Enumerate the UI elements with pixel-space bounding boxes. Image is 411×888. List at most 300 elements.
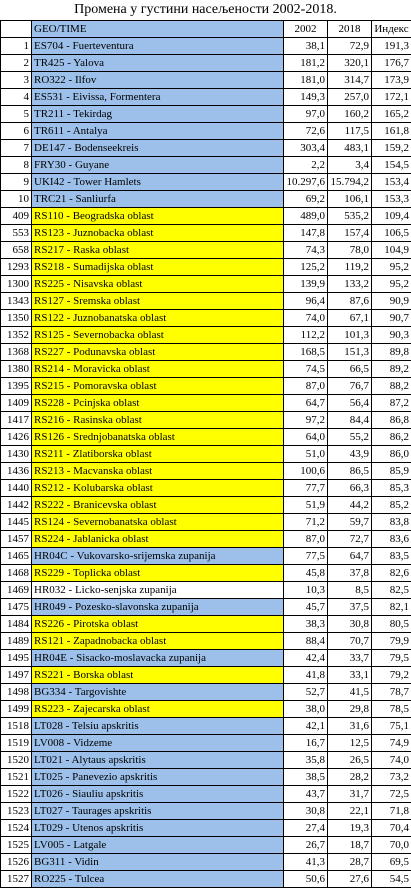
geo-cell: RS227 - Podunavska oblast bbox=[32, 344, 284, 361]
table-row bbox=[1, 276, 411, 293]
index-cell: 154,5 bbox=[372, 157, 411, 174]
rank-cell: 1417 bbox=[1, 412, 32, 429]
value-2018-cell: 31,6 bbox=[328, 718, 372, 735]
geo-cell: HR04C - Vukovarsko-srijemska zupanija bbox=[32, 548, 284, 565]
geo-cell: RS218 - Sumadijska oblast bbox=[32, 259, 284, 276]
index-cell: 83,5 bbox=[372, 548, 411, 565]
value-2018-cell: 33,1 bbox=[328, 667, 372, 684]
value-2002-cell: 87,0 bbox=[284, 378, 328, 395]
index-cell: 153,4 bbox=[372, 174, 411, 191]
geo-cell: HR04E - Sisacko-moslavacka zupanija bbox=[32, 650, 284, 667]
rank-cell: 553 bbox=[1, 225, 32, 242]
index-cell: 90,3 bbox=[372, 327, 411, 344]
rank-cell: 6 bbox=[1, 123, 32, 140]
value-2018-cell: 133,2 bbox=[328, 276, 372, 293]
table-row bbox=[1, 871, 411, 888]
index-cell: 87,2 bbox=[372, 395, 411, 412]
value-2018-cell: 106,1 bbox=[328, 191, 372, 208]
index-cell: 79,5 bbox=[372, 650, 411, 667]
table-row bbox=[1, 633, 411, 650]
rank-cell: 1352 bbox=[1, 327, 32, 344]
value-2018-cell: 37,5 bbox=[328, 599, 372, 616]
value-2018-cell: 483,1 bbox=[328, 140, 372, 157]
table-row bbox=[1, 735, 411, 752]
value-2002-cell: 77,5 bbox=[284, 548, 328, 565]
index-cell: 88,2 bbox=[372, 378, 411, 395]
rank-cell: 409 bbox=[1, 208, 32, 225]
value-2018-cell: 66,5 bbox=[328, 361, 372, 378]
table-row bbox=[1, 531, 411, 548]
geo-cell: HR049 - Pozesko-slavonska zupanija bbox=[32, 599, 284, 616]
table-row bbox=[1, 752, 411, 769]
rank-cell: 1409 bbox=[1, 395, 32, 412]
value-2002-cell: 41,3 bbox=[284, 854, 328, 871]
year-2002-header: 2002 bbox=[284, 21, 328, 38]
value-2002-cell: 149,3 bbox=[284, 89, 328, 106]
rank-cell: 1497 bbox=[1, 667, 32, 684]
geo-cell: TR611 - Antalya bbox=[32, 123, 284, 140]
value-2002-cell: 97,2 bbox=[284, 412, 328, 429]
table-row bbox=[1, 718, 411, 735]
table-row bbox=[1, 854, 411, 871]
value-2002-cell: 71,2 bbox=[284, 514, 328, 531]
geo-cell: TR425 - Yalova bbox=[32, 55, 284, 72]
index-cell: 172,1 bbox=[372, 89, 411, 106]
page-title: Промена у густини насељености 2002-2018. bbox=[0, 0, 411, 19]
header-row bbox=[1, 21, 411, 38]
index-cell: 85,9 bbox=[372, 463, 411, 480]
geo-time-header: GEO/TIME bbox=[32, 21, 284, 38]
value-2018-cell: 27,6 bbox=[328, 871, 372, 888]
rank-cell: 1495 bbox=[1, 650, 32, 667]
table-row bbox=[1, 293, 411, 310]
table-row bbox=[1, 157, 411, 174]
table-row bbox=[1, 786, 411, 803]
value-2018-cell: 30,8 bbox=[328, 616, 372, 633]
value-2018-cell: 33,7 bbox=[328, 650, 372, 667]
rank-cell: 1524 bbox=[1, 820, 32, 837]
table-row bbox=[1, 429, 411, 446]
table-row bbox=[1, 378, 411, 395]
index-cell: 95,2 bbox=[372, 276, 411, 293]
index-cell: 54,5 bbox=[372, 871, 411, 888]
value-2018-cell: 72,7 bbox=[328, 531, 372, 548]
value-2002-cell: 181,2 bbox=[284, 55, 328, 72]
value-2018-cell: 160,2 bbox=[328, 106, 372, 123]
value-2018-cell: 28,7 bbox=[328, 854, 372, 871]
index-cell: 106,5 bbox=[372, 225, 411, 242]
table-row bbox=[1, 480, 411, 497]
value-2002-cell: 51,9 bbox=[284, 497, 328, 514]
geo-cell: LT029 - Utenos apskritis bbox=[32, 820, 284, 837]
table-row bbox=[1, 701, 411, 718]
value-2018-cell: 70,7 bbox=[328, 633, 372, 650]
index-cell: 86,0 bbox=[372, 446, 411, 463]
index-cell: 109,4 bbox=[372, 208, 411, 225]
rank-cell: 1519 bbox=[1, 735, 32, 752]
rank-cell: 1368 bbox=[1, 344, 32, 361]
rank-cell: 1522 bbox=[1, 786, 32, 803]
index-cell: 90,7 bbox=[372, 310, 411, 327]
value-2002-cell: 88,4 bbox=[284, 633, 328, 650]
index-cell: 79,9 bbox=[372, 633, 411, 650]
value-2002-cell: 74,3 bbox=[284, 242, 328, 259]
table-row bbox=[1, 548, 411, 565]
geo-cell: RS228 - Pcinjska oblast bbox=[32, 395, 284, 412]
value-2018-cell: 84,4 bbox=[328, 412, 372, 429]
rank-cell: 4 bbox=[1, 89, 32, 106]
rank-cell: 1526 bbox=[1, 854, 32, 871]
table-row bbox=[1, 310, 411, 327]
geo-cell: RS122 - Juznobanatska oblast bbox=[32, 310, 284, 327]
table-row bbox=[1, 344, 411, 361]
value-2018-cell: 44,2 bbox=[328, 497, 372, 514]
geo-cell: RS127 - Sremska oblast bbox=[32, 293, 284, 310]
geo-cell: LT021 - Alytaus apskritis bbox=[32, 752, 284, 769]
rank-cell: 1436 bbox=[1, 463, 32, 480]
index-cell: 86,8 bbox=[372, 412, 411, 429]
rank-cell: 1 bbox=[1, 38, 32, 55]
value-2002-cell: 10,3 bbox=[284, 582, 328, 599]
table-body bbox=[1, 38, 411, 888]
table-row bbox=[1, 514, 411, 531]
geo-cell: RS124 - Severnobanatska oblast bbox=[32, 514, 284, 531]
rank-cell: 1343 bbox=[1, 293, 32, 310]
value-2018-cell: 29,8 bbox=[328, 701, 372, 718]
table-row bbox=[1, 123, 411, 140]
geo-cell: RS226 - Pirotska oblast bbox=[32, 616, 284, 633]
value-2002-cell: 42,1 bbox=[284, 718, 328, 735]
value-2002-cell: 72,6 bbox=[284, 123, 328, 140]
value-2018-cell: 101,3 bbox=[328, 327, 372, 344]
rank-cell: 10 bbox=[1, 191, 32, 208]
index-cell: 70,0 bbox=[372, 837, 411, 854]
value-2018-cell: 119,2 bbox=[328, 259, 372, 276]
index-cell: 85,3 bbox=[372, 480, 411, 497]
index-cell: 74,9 bbox=[372, 735, 411, 752]
geo-cell: RS121 - Zapadnobacka oblast bbox=[32, 633, 284, 650]
geo-cell: LV008 - Vidzeme bbox=[32, 735, 284, 752]
rank-cell: 1469 bbox=[1, 582, 32, 599]
geo-cell: UKI42 - Tower Hamlets bbox=[32, 174, 284, 191]
value-2002-cell: 38,3 bbox=[284, 616, 328, 633]
value-2002-cell: 77,7 bbox=[284, 480, 328, 497]
index-cell: 191,3 bbox=[372, 38, 411, 55]
table-row bbox=[1, 650, 411, 667]
rank-cell: 1499 bbox=[1, 701, 32, 718]
index-cell: 89,8 bbox=[372, 344, 411, 361]
index-cell: 82,6 bbox=[372, 565, 411, 582]
geo-cell: LT026 - Siauliu apskritis bbox=[32, 786, 284, 803]
value-2018-cell: 320,1 bbox=[328, 55, 372, 72]
index-cell: 82,1 bbox=[372, 599, 411, 616]
index-cell: 78,5 bbox=[372, 701, 411, 718]
value-2002-cell: 27,4 bbox=[284, 820, 328, 837]
table-row bbox=[1, 242, 411, 259]
geo-cell: LT027 - Taurages apskritis bbox=[32, 803, 284, 820]
value-2002-cell: 87,0 bbox=[284, 531, 328, 548]
index-cell: 79,2 bbox=[372, 667, 411, 684]
value-2002-cell: 16,7 bbox=[284, 735, 328, 752]
rank-cell: 1380 bbox=[1, 361, 32, 378]
rank-cell: 1525 bbox=[1, 837, 32, 854]
table-row bbox=[1, 89, 411, 106]
value-2018-cell: 67,1 bbox=[328, 310, 372, 327]
geo-cell: RS224 - Jablanicka oblast bbox=[32, 531, 284, 548]
geo-cell: RS223 - Zajecarska oblast bbox=[32, 701, 284, 718]
value-2002-cell: 168,5 bbox=[284, 344, 328, 361]
value-2018-cell: 314,7 bbox=[328, 72, 372, 89]
geo-cell: RS211 - Zlatiborska oblast bbox=[32, 446, 284, 463]
geo-cell: RS214 - Moravicka oblast bbox=[32, 361, 284, 378]
value-2002-cell: 43,7 bbox=[284, 786, 328, 803]
table-row bbox=[1, 599, 411, 616]
rank-cell: 1465 bbox=[1, 548, 32, 565]
value-2018-cell: 72,9 bbox=[328, 38, 372, 55]
geo-cell: RS125 - Severnobacka oblast bbox=[32, 327, 284, 344]
index-cell: 86,2 bbox=[372, 429, 411, 446]
value-2018-cell: 37,8 bbox=[328, 565, 372, 582]
table-row bbox=[1, 837, 411, 854]
index-cell: 71,8 bbox=[372, 803, 411, 820]
geo-cell: TR211 - Tekirdag bbox=[32, 106, 284, 123]
rank-cell: 1430 bbox=[1, 446, 32, 463]
rank-cell: 1293 bbox=[1, 259, 32, 276]
rank-header bbox=[1, 21, 32, 38]
table-row bbox=[1, 667, 411, 684]
geo-cell: DE147 - Bodenseekreis bbox=[32, 140, 284, 157]
value-2018-cell: 31,7 bbox=[328, 786, 372, 803]
geo-cell: RS221 - Borska oblast bbox=[32, 667, 284, 684]
value-2002-cell: 69,2 bbox=[284, 191, 328, 208]
geo-cell: ES531 - Eivissa, Formentera bbox=[32, 89, 284, 106]
value-2018-cell: 535,2 bbox=[328, 208, 372, 225]
value-2002-cell: 30,8 bbox=[284, 803, 328, 820]
geo-cell: RS216 - Rasinska oblast bbox=[32, 412, 284, 429]
table-row bbox=[1, 446, 411, 463]
value-2002-cell: 10.297,6 bbox=[284, 174, 328, 191]
index-cell: 104,9 bbox=[372, 242, 411, 259]
value-2002-cell: 74,0 bbox=[284, 310, 328, 327]
index-cell: 69,5 bbox=[372, 854, 411, 871]
rank-cell: 1457 bbox=[1, 531, 32, 548]
index-cell: 80,5 bbox=[372, 616, 411, 633]
index-cell: 83,6 bbox=[372, 531, 411, 548]
value-2002-cell: 64,0 bbox=[284, 429, 328, 446]
density-change-table bbox=[0, 20, 411, 888]
value-2002-cell: 26,7 bbox=[284, 837, 328, 854]
value-2018-cell: 43,9 bbox=[328, 446, 372, 463]
value-2018-cell: 59,7 bbox=[328, 514, 372, 531]
geo-cell: ES704 - Fuerteventura bbox=[32, 38, 284, 55]
index-cell: 95,2 bbox=[372, 259, 411, 276]
rank-cell: 7 bbox=[1, 140, 32, 157]
index-cell: 83,8 bbox=[372, 514, 411, 531]
index-header: Индекс bbox=[372, 21, 411, 38]
geo-cell: HR032 - Licko-senjska zupanija bbox=[32, 582, 284, 599]
index-cell: 74,0 bbox=[372, 752, 411, 769]
value-2002-cell: 2,2 bbox=[284, 157, 328, 174]
value-2018-cell: 28,2 bbox=[328, 769, 372, 786]
value-2018-cell: 15.794,2 bbox=[328, 174, 372, 191]
rank-cell: 1498 bbox=[1, 684, 32, 701]
rank-cell: 8 bbox=[1, 157, 32, 174]
index-cell: 78,7 bbox=[372, 684, 411, 701]
index-cell: 90,9 bbox=[372, 293, 411, 310]
value-2002-cell: 147,8 bbox=[284, 225, 328, 242]
rank-cell: 2 bbox=[1, 55, 32, 72]
index-cell: 173,9 bbox=[372, 72, 411, 89]
geo-cell: RS126 - Srednjobanatska oblast bbox=[32, 429, 284, 446]
value-2002-cell: 45,8 bbox=[284, 565, 328, 582]
value-2002-cell: 125,2 bbox=[284, 259, 328, 276]
value-2002-cell: 42,4 bbox=[284, 650, 328, 667]
geo-cell: RS110 - Beogradska oblast bbox=[32, 208, 284, 225]
table-row bbox=[1, 38, 411, 55]
value-2018-cell: 257,0 bbox=[328, 89, 372, 106]
table-row bbox=[1, 327, 411, 344]
rank-cell: 1445 bbox=[1, 514, 32, 531]
value-2018-cell: 26,5 bbox=[328, 752, 372, 769]
value-2002-cell: 45,7 bbox=[284, 599, 328, 616]
rank-cell: 1523 bbox=[1, 803, 32, 820]
value-2002-cell: 50,6 bbox=[284, 871, 328, 888]
geo-cell: TRC21 - Sanliurfa bbox=[32, 191, 284, 208]
rank-cell: 5 bbox=[1, 106, 32, 123]
table-row bbox=[1, 55, 411, 72]
table-row bbox=[1, 208, 411, 225]
table-row bbox=[1, 463, 411, 480]
index-cell: 85,2 bbox=[372, 497, 411, 514]
rank-cell: 1350 bbox=[1, 310, 32, 327]
table-row bbox=[1, 259, 411, 276]
rank-cell: 1484 bbox=[1, 616, 32, 633]
geo-cell: LV005 - Latgale bbox=[32, 837, 284, 854]
value-2018-cell: 78,0 bbox=[328, 242, 372, 259]
value-2018-cell: 3,4 bbox=[328, 157, 372, 174]
geo-cell: RS123 - Juznobacka oblast bbox=[32, 225, 284, 242]
value-2002-cell: 97,0 bbox=[284, 106, 328, 123]
value-2002-cell: 52,7 bbox=[284, 684, 328, 701]
geo-cell: RS212 - Kolubarska oblast bbox=[32, 480, 284, 497]
value-2018-cell: 8,5 bbox=[328, 582, 372, 599]
table-row bbox=[1, 684, 411, 701]
rank-cell: 1521 bbox=[1, 769, 32, 786]
table-row bbox=[1, 412, 411, 429]
value-2018-cell: 76,7 bbox=[328, 378, 372, 395]
rank-cell: 1468 bbox=[1, 565, 32, 582]
rank-cell: 9 bbox=[1, 174, 32, 191]
geo-cell: RO225 - Tulcea bbox=[32, 871, 284, 888]
rank-cell: 1527 bbox=[1, 871, 32, 888]
index-cell: 161,8 bbox=[372, 123, 411, 140]
index-cell: 165,2 bbox=[372, 106, 411, 123]
rank-cell: 1475 bbox=[1, 599, 32, 616]
rank-cell: 3 bbox=[1, 72, 32, 89]
value-2002-cell: 41,8 bbox=[284, 667, 328, 684]
rank-cell: 1489 bbox=[1, 633, 32, 650]
index-cell: 89,2 bbox=[372, 361, 411, 378]
table-row bbox=[1, 616, 411, 633]
geo-cell: BG311 - Vidin bbox=[32, 854, 284, 871]
rank-cell: 1300 bbox=[1, 276, 32, 293]
value-2018-cell: 87,6 bbox=[328, 293, 372, 310]
value-2002-cell: 74,5 bbox=[284, 361, 328, 378]
value-2002-cell: 303,4 bbox=[284, 140, 328, 157]
value-2002-cell: 139,9 bbox=[284, 276, 328, 293]
geo-cell: RS213 - Macvanska oblast bbox=[32, 463, 284, 480]
value-2002-cell: 100,6 bbox=[284, 463, 328, 480]
geo-cell: LT028 - Telsiu apskritis bbox=[32, 718, 284, 735]
table-row bbox=[1, 174, 411, 191]
table-row bbox=[1, 769, 411, 786]
value-2002-cell: 35,8 bbox=[284, 752, 328, 769]
index-cell: 75,1 bbox=[372, 718, 411, 735]
index-cell: 70,4 bbox=[372, 820, 411, 837]
index-cell: 153,3 bbox=[372, 191, 411, 208]
value-2018-cell: 18,7 bbox=[328, 837, 372, 854]
value-2002-cell: 38,1 bbox=[284, 38, 328, 55]
table-row bbox=[1, 225, 411, 242]
rank-cell: 1426 bbox=[1, 429, 32, 446]
rank-cell: 1520 bbox=[1, 752, 32, 769]
value-2002-cell: 181,0 bbox=[284, 72, 328, 89]
geo-cell: RS222 - Branicevska oblast bbox=[32, 497, 284, 514]
table-row bbox=[1, 820, 411, 837]
value-2018-cell: 19,3 bbox=[328, 820, 372, 837]
value-2018-cell: 117,5 bbox=[328, 123, 372, 140]
index-cell: 82,5 bbox=[372, 582, 411, 599]
table-row bbox=[1, 106, 411, 123]
geo-cell: RS217 - Raska oblast bbox=[32, 242, 284, 259]
value-2018-cell: 66,3 bbox=[328, 480, 372, 497]
value-2018-cell: 56,4 bbox=[328, 395, 372, 412]
rank-cell: 1395 bbox=[1, 378, 32, 395]
value-2002-cell: 38,0 bbox=[284, 701, 328, 718]
geo-cell: LT025 - Panevezio apskritis bbox=[32, 769, 284, 786]
value-2002-cell: 38,5 bbox=[284, 769, 328, 786]
geo-cell: RS229 - Toplicka oblast bbox=[32, 565, 284, 582]
rank-cell: 1440 bbox=[1, 480, 32, 497]
geo-cell: RS225 - Nisavska oblast bbox=[32, 276, 284, 293]
value-2002-cell: 96,4 bbox=[284, 293, 328, 310]
table-row bbox=[1, 565, 411, 582]
rank-cell: 658 bbox=[1, 242, 32, 259]
geo-cell: FRY30 - Guyane bbox=[32, 157, 284, 174]
value-2018-cell: 151,3 bbox=[328, 344, 372, 361]
table-row bbox=[1, 582, 411, 599]
value-2018-cell: 22,1 bbox=[328, 803, 372, 820]
value-2002-cell: 51,0 bbox=[284, 446, 328, 463]
geo-cell: BG334 - Targovishte bbox=[32, 684, 284, 701]
value-2018-cell: 157,4 bbox=[328, 225, 372, 242]
value-2018-cell: 55,2 bbox=[328, 429, 372, 446]
index-cell: 73,2 bbox=[372, 769, 411, 786]
index-cell: 159,2 bbox=[372, 140, 411, 157]
year-2018-header: 2018 bbox=[328, 21, 372, 38]
table-row bbox=[1, 361, 411, 378]
index-cell: 72,5 bbox=[372, 786, 411, 803]
rank-cell: 1518 bbox=[1, 718, 32, 735]
value-2002-cell: 64,7 bbox=[284, 395, 328, 412]
value-2002-cell: 489,0 bbox=[284, 208, 328, 225]
table-row bbox=[1, 497, 411, 514]
table-row bbox=[1, 140, 411, 157]
table-row bbox=[1, 72, 411, 89]
value-2018-cell: 64,7 bbox=[328, 548, 372, 565]
value-2002-cell: 112,2 bbox=[284, 327, 328, 344]
geo-cell: RS215 - Pomoravska oblast bbox=[32, 378, 284, 395]
